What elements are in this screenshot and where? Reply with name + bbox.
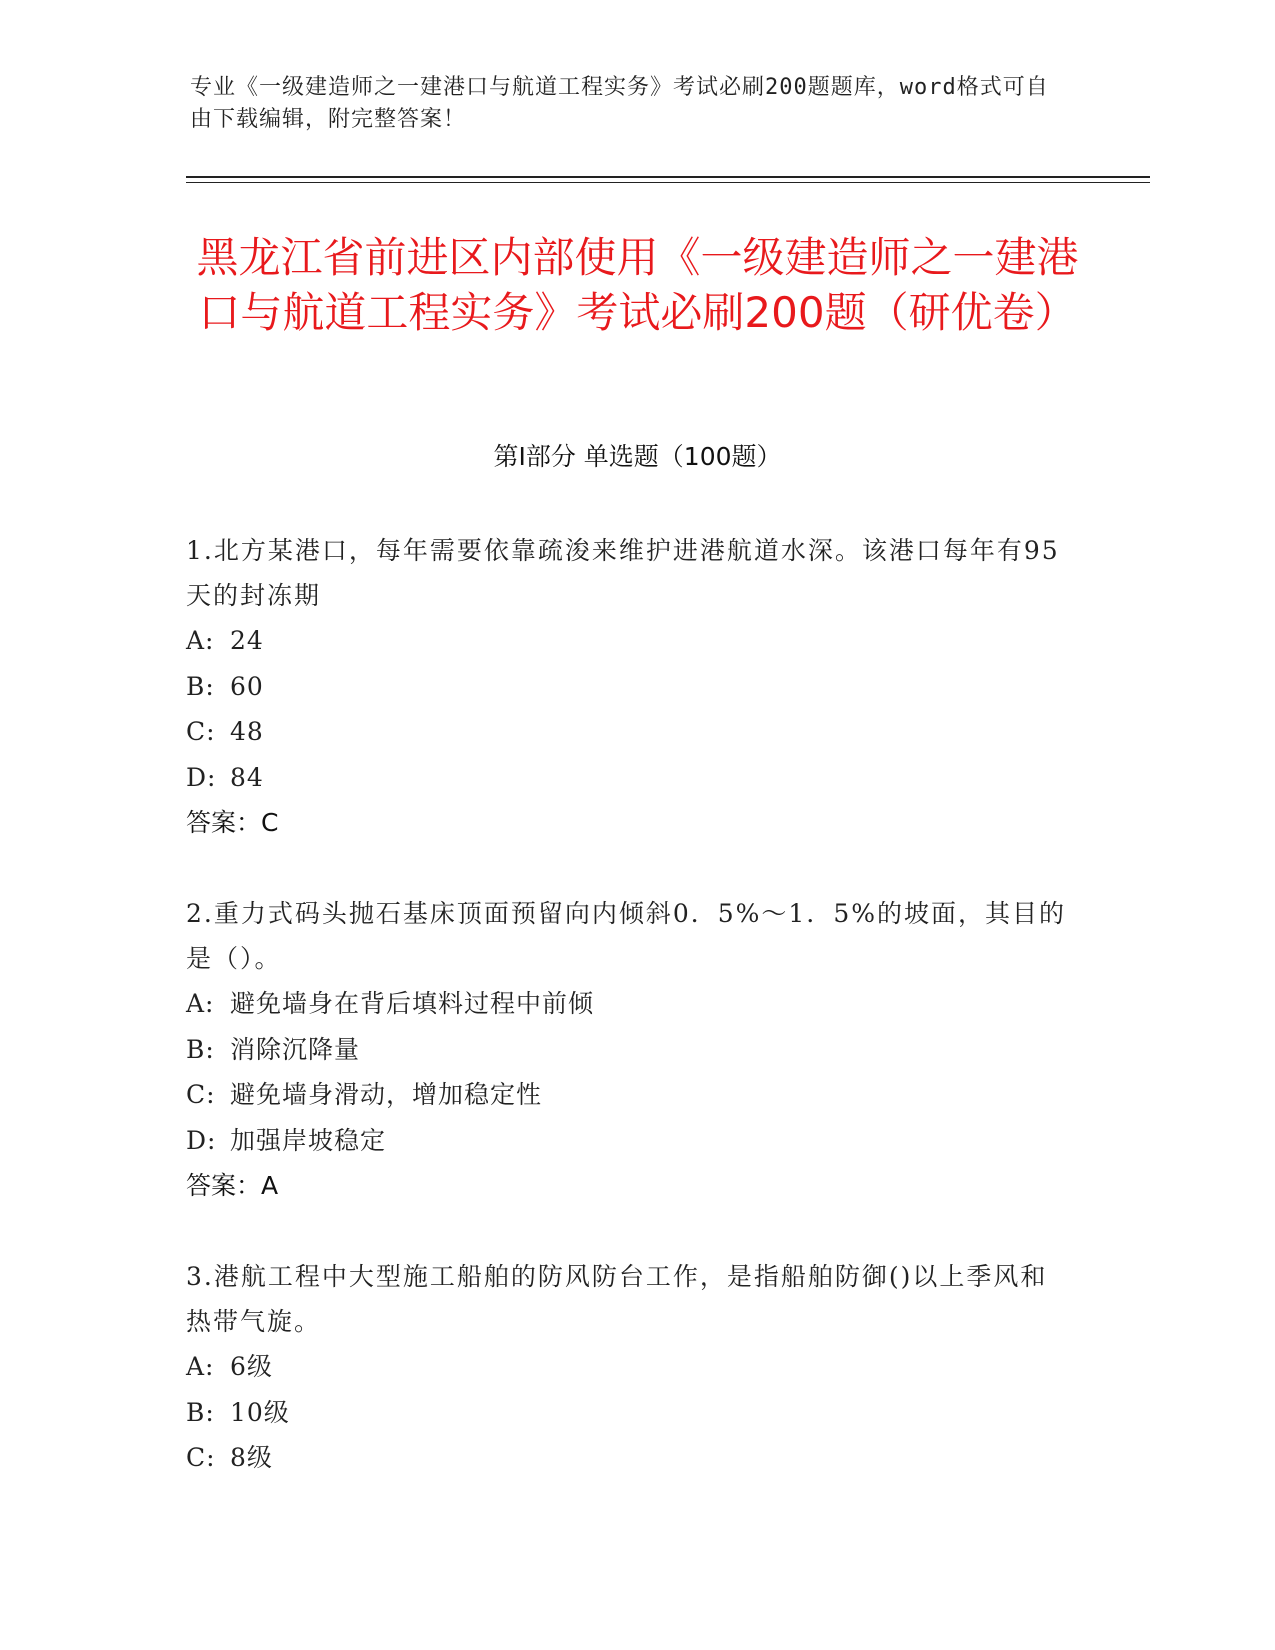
- section-title: 第Ⅰ部分 单选题（100题）: [493, 442, 782, 471]
- option-a: [186, 1344, 1066, 1390]
- option-key: B:: [186, 1034, 215, 1064]
- option-b: [186, 1390, 1066, 1436]
- option-c: [186, 709, 1066, 755]
- option-b: [186, 664, 1066, 710]
- option-key: C:: [186, 717, 216, 746]
- option-b: [186, 1027, 1066, 1073]
- option-c: [186, 1435, 1066, 1481]
- option-text: 避免墙身滑动，增加稳定性: [230, 1080, 543, 1109]
- option-d: [186, 1118, 1066, 1164]
- header-divider-thin: [186, 182, 1150, 183]
- header-divider-thick: [186, 176, 1150, 178]
- option-key: C:: [186, 1443, 216, 1472]
- option-key: A:: [186, 989, 215, 1018]
- header-note: 专业《一级建造师之一建港口与航道工程实务》考试必刷200题题库，word格式可自由下载编辑，附完整答案！: [190, 75, 1049, 132]
- option-a: [186, 981, 1066, 1027]
- option-text: 84: [230, 762, 264, 792]
- option-key: A:: [186, 626, 215, 655]
- question-3: [186, 1254, 1066, 1481]
- option-key: D:: [186, 1125, 217, 1155]
- question-stem: 3.港航工程中大型施工船舶的防风防台工作，是指船舶防御()以上季风和热带气旋。: [186, 1262, 1048, 1336]
- option-text: 48: [230, 717, 264, 746]
- option-key: B:: [186, 671, 215, 701]
- document-title: 黑龙江省前进区内部使用《一级建造师之一建港口与航道工程实务》考试必刷200题（研优卷）: [196, 233, 1079, 337]
- option-key: A:: [186, 1352, 215, 1381]
- answer-line: 答案：C: [186, 808, 279, 837]
- question-stem: 1.北方某港口，每年需要依靠疏浚来维护进港航道水深。该港口每年有95天的封冻期: [186, 536, 1060, 610]
- option-text: 消除沉降量: [230, 1034, 361, 1064]
- option-a: [186, 618, 1066, 664]
- question-2: [186, 891, 1066, 1208]
- option-c: [186, 1072, 1066, 1118]
- question-list: [186, 528, 1066, 1527]
- question-stem: 2.重力式码头抛石基床顶面预留向内倾斜0．5%～1．5%的坡面，其目的是（）。: [186, 899, 1066, 973]
- option-key: D:: [186, 762, 217, 792]
- option-text: 60: [230, 671, 264, 701]
- option-text: 24: [230, 626, 264, 655]
- option-text: 加强岸坡稳定: [230, 1125, 387, 1155]
- option-text: 6级: [230, 1352, 273, 1381]
- option-text: 避免墙身在背后填料过程中前倾: [230, 989, 595, 1018]
- option-key: C:: [186, 1080, 216, 1109]
- option-key: B:: [186, 1397, 215, 1427]
- answer-line: 答案：A: [186, 1171, 279, 1200]
- question-1: [186, 528, 1066, 845]
- option-d: [186, 755, 1066, 801]
- option-text: 10级: [230, 1397, 290, 1427]
- option-text: 8级: [230, 1443, 273, 1472]
